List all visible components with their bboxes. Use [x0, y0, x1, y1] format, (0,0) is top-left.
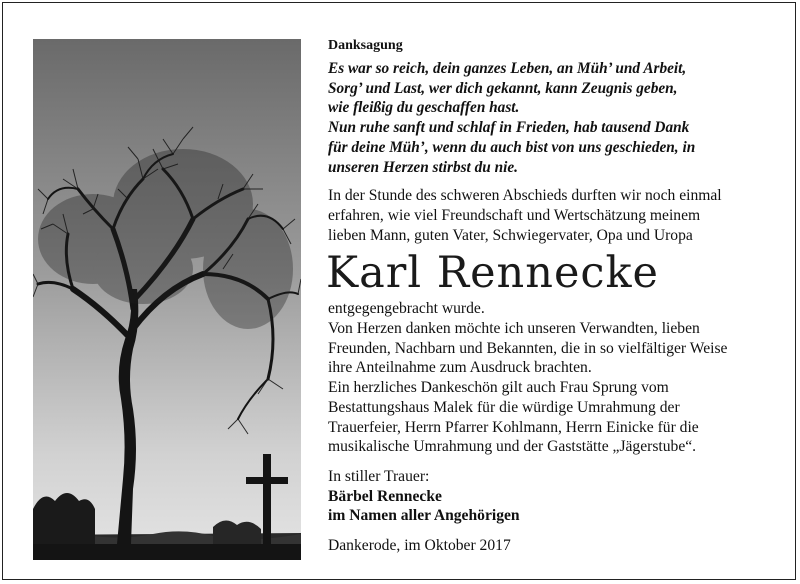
- intro-line: In der Stunde des schweren Abschieds durften wir noch einmal: [328, 187, 722, 205]
- verse-line: für deine Müh’, wenn du auch bist von uns geschieden, in: [328, 138, 696, 156]
- memorial-photo: [33, 39, 301, 560]
- intro-line: erfahren, wie viel Freundschaft und Wertschätzung meinem: [328, 206, 701, 224]
- verse-line: Nun ruhe sanft und schlaf in Frieden, hab tausend Dank: [328, 119, 690, 137]
- intro-line: lieben Mann, guten Vater, Schwiegervater, Opa und Uropa: [328, 226, 693, 244]
- body-line: musikalische Umrahmung und der Gaststätte „Jägerstube“.: [328, 438, 697, 456]
- closing-intro: In stiller Trauer:: [328, 467, 430, 485]
- obituary-text: [328, 37, 778, 556]
- heading: Danksagung: [328, 38, 403, 53]
- memorial-verse: [328, 59, 778, 177]
- body-line: Trauerfeier, Herrn Pfarrer Kohlmann, Herrn Einicke für die: [328, 418, 699, 436]
- closing-block: [328, 467, 778, 526]
- verse-line: Es war so reich, dein ganzes Leben, an Müh’ und Arbeit,: [328, 60, 687, 77]
- body-line: entgegengebracht wurde.: [328, 300, 485, 318]
- verse-line: wie fleißig du geschaffen hast.: [328, 99, 520, 117]
- body-line: Ein herzliches Dankeschön gilt auch Frau Sprung vom: [328, 379, 669, 397]
- obituary-card: [2, 2, 796, 580]
- body-line: ihre Anteilnahme zum Ausdruck brachten.: [328, 359, 592, 377]
- body-paragraph: [328, 299, 778, 457]
- intro-paragraph: [328, 186, 778, 245]
- deceased-name: Karl Rennecke: [326, 248, 659, 299]
- body-line: Von Herzen danken möchte ich unseren Verwandten, lieben: [328, 320, 700, 338]
- signer-on-behalf: im Namen aller Angehörigen: [328, 507, 520, 525]
- body-line: Freunden, Nachbarn und Bekannten, die in so vielfältiger Weise: [328, 339, 728, 357]
- signer-name: Bärbel Rennecke: [328, 487, 442, 505]
- body-line: Bestattungshaus Malek für die würdige Umrahmung der: [328, 398, 680, 416]
- verse-line: unseren Herzen stirbst du nie.: [328, 158, 518, 176]
- place-date: Dankerode, im Oktober 2017: [328, 537, 511, 555]
- verse-line: Sorg’ und Last, wer dich gekannt, kann Zeugnis geben,: [328, 79, 678, 97]
- tree-cross-silhouette-image: [33, 39, 301, 560]
